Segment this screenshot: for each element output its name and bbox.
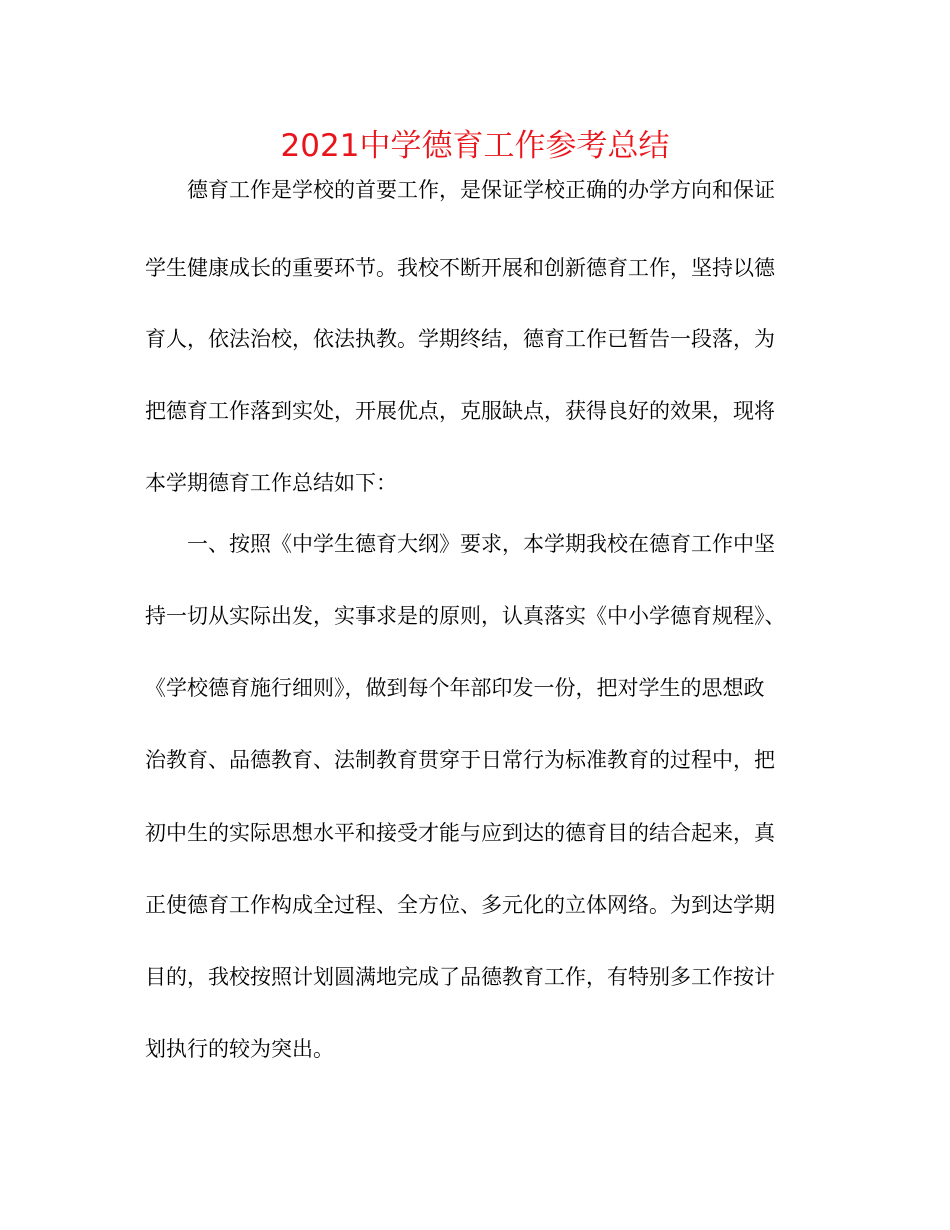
paragraph-line: 把德育工作落到实处，开展优点，克服缺点，获得良好的效果，现将 (145, 399, 775, 423)
paragraph-line: 《学校德育施行细则》，做到每个年部印发一份，把对学生的思想政 (145, 676, 765, 700)
paragraph-line: 持一切从实际出发，实事求是的原则，认真落实《中小学德育规程》、 (145, 604, 786, 628)
document-title: 2021中学德育工作参考总结 (280, 128, 670, 164)
paragraph-line: 划执行的较为突出。 (145, 1037, 334, 1061)
paragraph-line: 一、按照《中学生德育大纲》要求，本学期我校在德育工作中坚 (187, 532, 775, 556)
paragraph-line: 目的，我校按照计划圆满地完成了品德教育工作，有特别多工作按计 (145, 965, 775, 989)
paragraph-line: 本学期德育工作总结如下： (145, 471, 397, 495)
paragraph-line: 初中生的实际思想水平和接受才能与应到达的德育目的结合起来，真 (145, 821, 775, 845)
paragraph-line: 学生健康成长的重要环节。我校不断开展和创新德育工作，坚持以德 (145, 256, 775, 280)
paragraph-line: 正使德育工作构成全过程、全方位、多元化的立体网络。为到达学期 (145, 893, 775, 917)
paragraph-line: 德育工作是学校的首要工作，是保证学校正确的办学方向和保证 (187, 178, 775, 202)
paragraph-line: 育人，依法治校，依法执教。学期终结，德育工作已暂告一段落，为 (145, 327, 775, 351)
paragraph-line: 治教育、品德教育、法制教育贯穿于日常行为标准教育的过程中，把 (145, 748, 775, 772)
